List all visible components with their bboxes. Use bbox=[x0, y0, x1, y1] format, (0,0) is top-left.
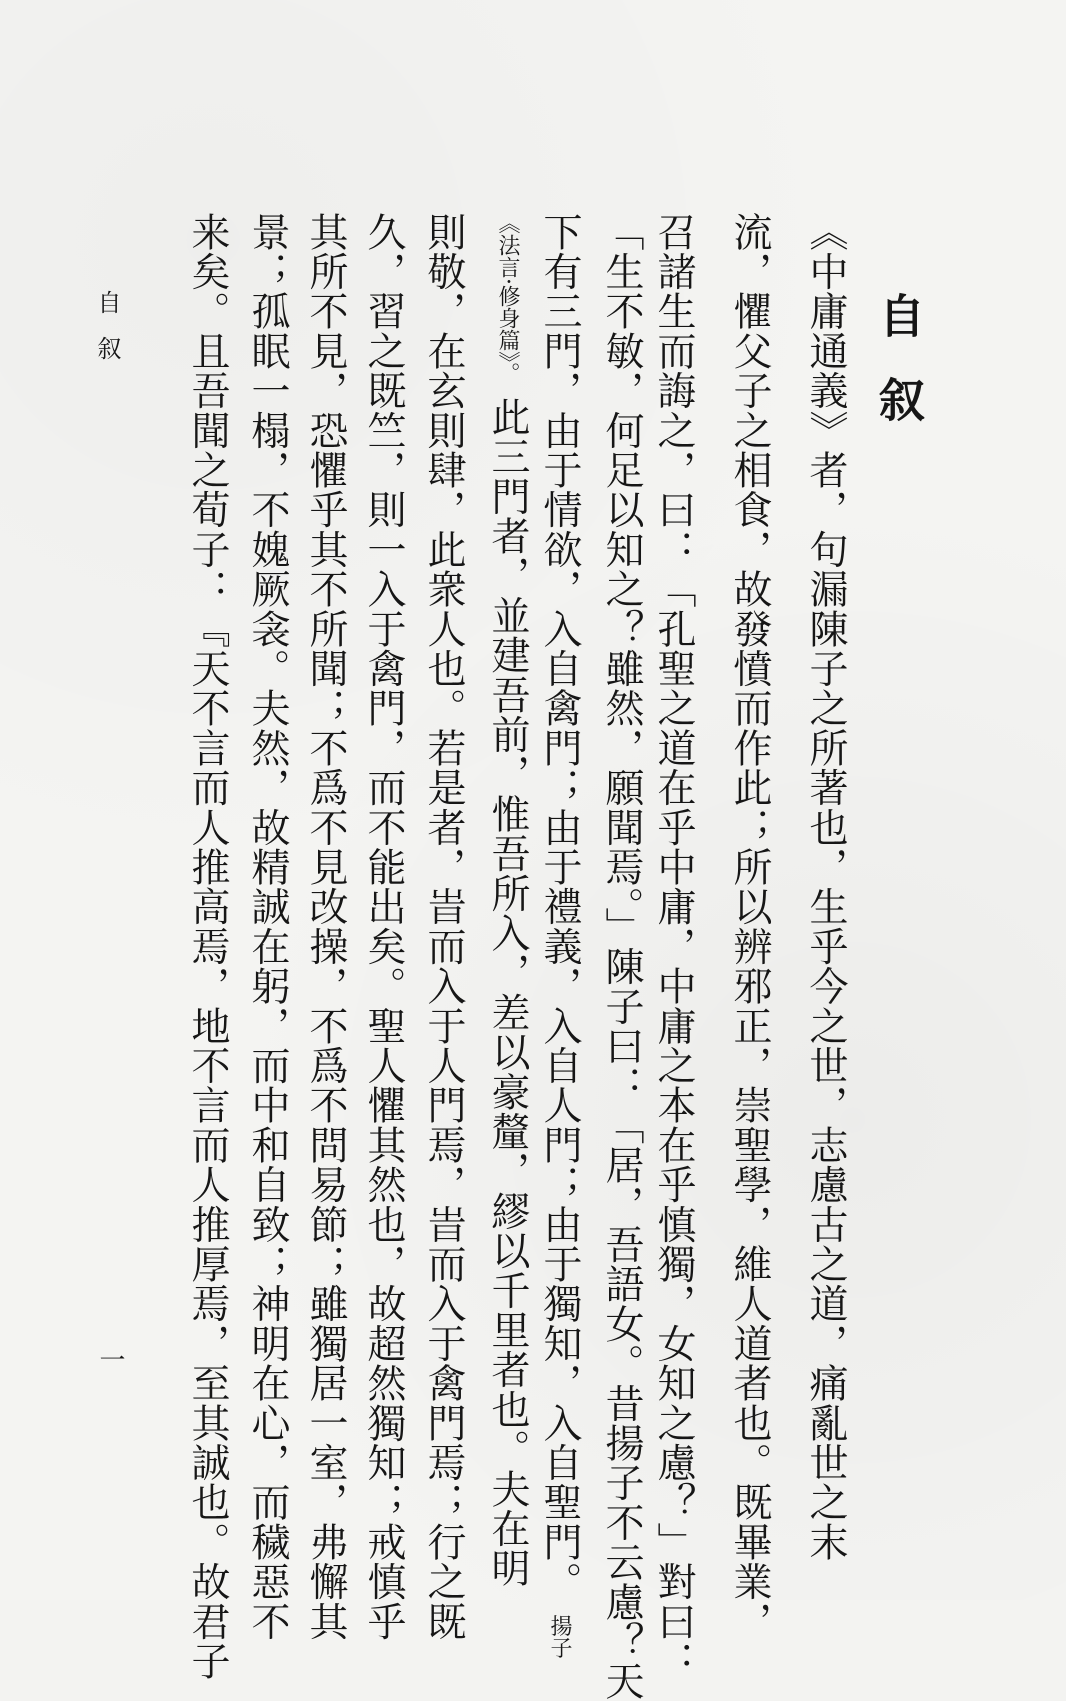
column-text: 流，懼父子之相食，故發憤而作此；所以辨邪正，崇聖學，維人道者也。既畢業， bbox=[727, 212, 772, 1642]
text-column-5 bbox=[537, 212, 582, 1659]
column-text: 景；孤眠一榻，不媿厥衾。夫然，故精誠在躬，而中和自致；神明在心，而穢惡不 bbox=[245, 212, 290, 1642]
text-column-10 bbox=[245, 212, 290, 1642]
inline-note: 揚子 bbox=[547, 1614, 572, 1659]
running-head: 自叙 bbox=[93, 290, 121, 382]
text-column-3 bbox=[651, 212, 696, 1681]
column-text: 下有三門，由于情欲，入自禽門；由于禮義，入自人門；由于獨知，入自聖門。 bbox=[537, 212, 582, 1602]
inline-note: 《法言·修身篇》。 bbox=[495, 212, 520, 384]
column-text: 召諸生而誨之，曰：「孔聖之道在乎中庸，中庸之本在乎慎獨，女知之慮？」對曰： bbox=[651, 212, 696, 1681]
text-column-9 bbox=[303, 212, 348, 1642]
column-text: 《中庸通義》者，句漏陳子之所著也，生乎今之世，志慮古之道，痛亂世之末 bbox=[803, 212, 848, 1562]
text-column-1 bbox=[803, 212, 848, 1562]
column-text: 「生不敏，何足以知之？雖然，願聞焉。」陳子曰：「居，吾語女。昔揚子不云慮？天 bbox=[599, 212, 644, 1701]
text-column-6 bbox=[485, 212, 530, 1589]
column-text: 則敬，在玄則肆，此衆人也。若是者，旹而入于人門焉，旹而入于禽門焉；行之既 bbox=[421, 212, 466, 1642]
page-number: 一 bbox=[95, 1346, 125, 1372]
column-text: 久，習之既竺，則一入于禽門，而不能出矣。聖人懼其然也，故超然獨知；戒慎乎 bbox=[361, 212, 406, 1642]
page-title: 自叙 bbox=[872, 292, 926, 460]
text-column-11 bbox=[185, 212, 230, 1681]
column-text: 来矣。且吾聞之荀子：『天不言而人推高焉，地不言而人推厚焉，至其誠也。故君子 bbox=[185, 212, 230, 1681]
text-column-2 bbox=[727, 212, 772, 1642]
column-text: 此三門者，並建吾前，惟吾所入，差以豪釐，繆以千里者也。夫在明 bbox=[485, 397, 530, 1589]
text-column-4 bbox=[599, 212, 644, 1701]
text-column-7 bbox=[421, 212, 466, 1642]
text-column-8 bbox=[361, 212, 406, 1642]
column-text: 其所不見，恐懼乎其不所聞；不爲不見改操，不爲不問易節；雖獨居一室，弗懈其 bbox=[303, 212, 348, 1642]
